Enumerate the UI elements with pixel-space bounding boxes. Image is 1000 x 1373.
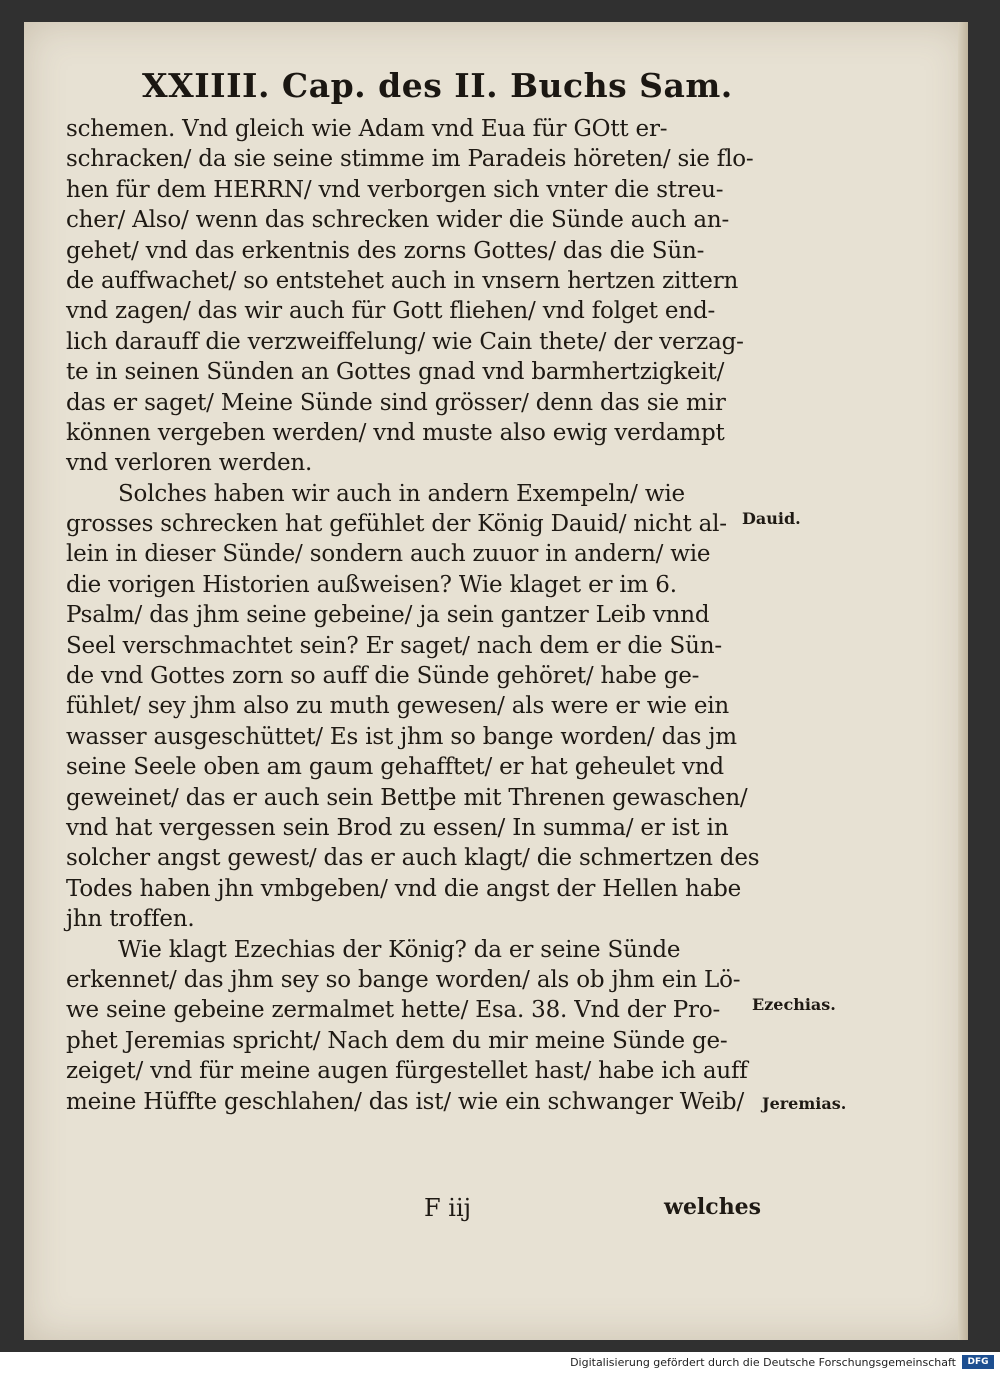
text-line: de vnd Gottes zorn so auff die Sünde gehöret/ habe ge-	[66, 663, 700, 690]
margin-note-dauid: Dauid.	[742, 509, 801, 528]
book-page	[24, 22, 968, 1340]
body-text	[66, 114, 760, 1117]
paragraph-start-line: Solches haben wir auch in andern Exempeln/ wie	[118, 480, 685, 507]
text-line: zeiget/ vnd für meine augen fürgestellet hast/ habe ich auff	[66, 1058, 748, 1085]
text-line: te in seinen Sünden an Gottes gnad vnd barmhertzigkeit/	[66, 359, 725, 386]
margin-note-jeremias: Jeremias.	[762, 1094, 847, 1113]
page-edge	[958, 22, 968, 1340]
text-line: gehet/ vnd das erkentnis des zorns Gottes/ das die Sün-	[66, 237, 705, 264]
text-line: die vorigen Historien außweisen? Wie klaget er im 6.	[66, 571, 677, 598]
text-line: lich darauff die verzweiffelung/ wie Cain thete/ der verzag-	[66, 328, 744, 355]
text-line: das er saget/ Meine Sünde sind grösser/ denn das sie mir	[66, 389, 726, 416]
text-line: können vergeben werden/ vnd muste also ewig verdampt	[66, 419, 725, 446]
text-line: phet Jeremias spricht/ Nach dem du mir meine Sünde ge-	[66, 1027, 728, 1054]
text-line: we seine gebeine zermalmet hette/ Esa. 38. Vnd der Pro-	[66, 997, 721, 1024]
text-line: vnd zagen/ das wir auch für Gott fliehen/ vnd folget end-	[66, 298, 716, 325]
text-line: Seel verschmachtet sein? Er saget/ nach dem er die Sün-	[66, 632, 722, 659]
text-line: geweinet/ das er auch sein Bettþe mit Threnen gewaschen/	[66, 784, 748, 811]
signature-mark: F iij	[424, 1194, 472, 1222]
funding-credit: Digitalisierung gefördert durch die Deutsche Forschungsgemeinschaft	[570, 1356, 956, 1369]
text-line: fühlet/ sey jhm also zu muth gewesen/ als were er wie ein	[66, 693, 730, 720]
dfg-logo: DFG	[962, 1355, 994, 1369]
text-line: vnd verloren werden.	[66, 450, 313, 477]
text-line: meine Hüffte geschlahen/ das ist/ wie ein schwanger Weib/	[66, 1088, 744, 1115]
running-header: XXIIII. Cap. des II. Buchs Sam.	[142, 66, 733, 105]
text-line: seine Seele oben am gaum gehafftet/ er hat geheulet vnd	[66, 754, 724, 781]
text-line: Todes haben jhn vmbgeben/ vnd die angst der Hellen habe	[66, 875, 742, 902]
text-line: lein in dieser Sünde/ sondern auch zuuor in andern/ wie	[66, 541, 711, 568]
text-line: schemen. Vnd gleich wie Adam vnd Eua für GOtt er-	[66, 116, 668, 142]
text-line: grosses schrecken hat gefühlet der König Dauid/ nicht al-	[66, 511, 727, 538]
text-line: hen für dem HERRN/ vnd verborgen sich vnter die streu-	[66, 176, 724, 203]
text-line: de auffwachet/ so entstehet auch in vnsern hertzen zittern	[66, 267, 739, 294]
catchword: welches	[664, 1194, 762, 1220]
paragraph-start-line: Wie klagt Ezechias der König? da er seine Sünde	[118, 936, 681, 963]
text-line: cher/ Also/ wenn das schrecken wider die Sünde auch an-	[66, 207, 730, 234]
text-line: wasser ausgeschüttet/ Es ist jhm so bange worden/ das jm	[66, 723, 737, 750]
text-line: schracken/ da sie seine stimme im Paradeis höreten/ sie flo-	[66, 146, 754, 173]
text-line: erkennet/ das jhm sey so bange worden/ als ob jhm ein Lö-	[66, 966, 741, 993]
text-line: solcher angst gewest/ das er auch klagt/ die schmertzen des	[66, 845, 760, 872]
text-line: vnd hat vergessen sein Brod zu essen/ In summa/ er ist in	[66, 814, 729, 841]
text-line: Psalm/ das jhm seine gebeine/ ja sein gantzer Leib vnnd	[66, 602, 710, 629]
margin-note-ezechias: Ezechias.	[752, 995, 836, 1014]
text-line: jhn troffen.	[66, 906, 195, 933]
footer-bar	[0, 1352, 1000, 1373]
